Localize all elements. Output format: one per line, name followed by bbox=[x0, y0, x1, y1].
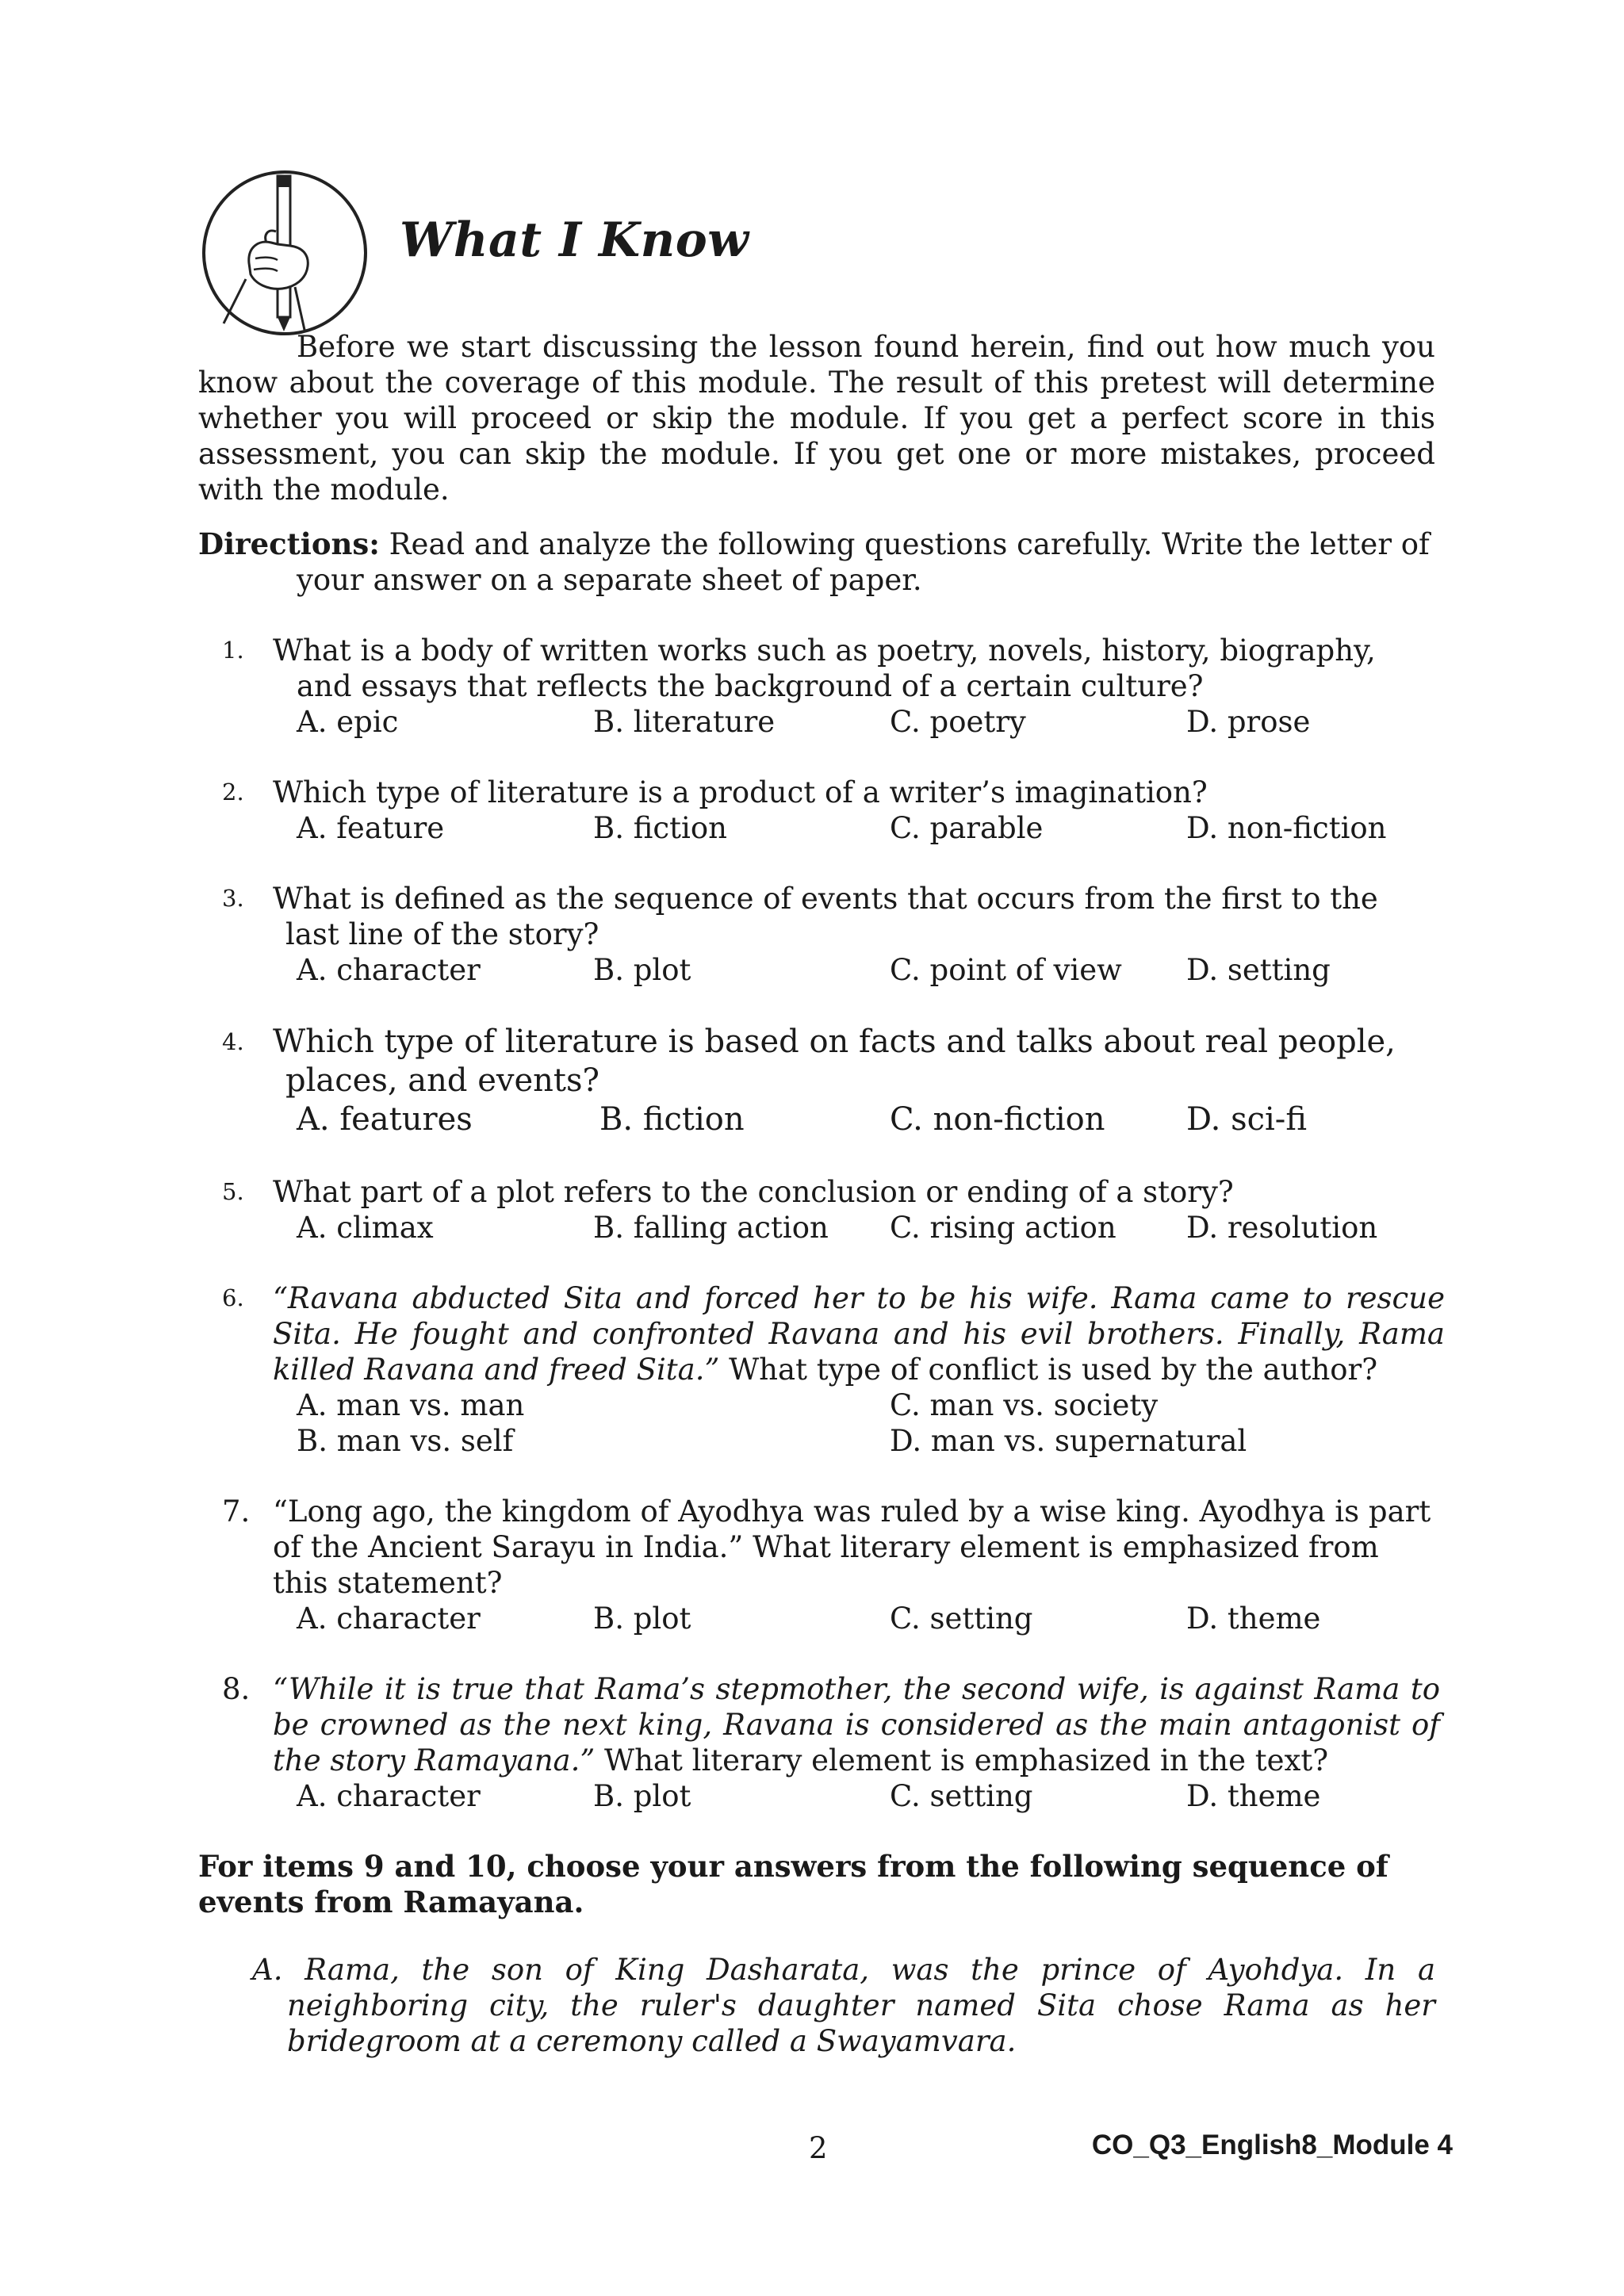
choice: B. literature bbox=[593, 705, 776, 739]
quoted-passage: “Ravana abducted Sita and forced her to be his wife. Rama came to rescue Sita. He fought and confronted Ravana and his evil brothers. Finally, Rama killed Ravana and freed Sita.” bbox=[273, 1281, 1445, 1387]
choice: A. character bbox=[297, 953, 481, 987]
answer-choices bbox=[273, 704, 1440, 740]
question-item bbox=[198, 1023, 1435, 1139]
hand-holding-pencil-icon bbox=[200, 168, 370, 338]
choice: C. setting bbox=[890, 1601, 1033, 1636]
choice: D. theme bbox=[1186, 1601, 1321, 1636]
choice: D. resolution bbox=[1186, 1211, 1378, 1245]
choice: A. character bbox=[297, 1601, 481, 1636]
question-stem: “While it is true that Rama’s stepmother, the second wife, is against Rama to be crowned as the next king, Ravana is considered as the main antagonist of the story Ramayana.” What literary element is emphasized in the text? bbox=[273, 1672, 1440, 1777]
answer-choices bbox=[273, 810, 1440, 846]
question-item bbox=[198, 1280, 1445, 1459]
choice: A. character bbox=[297, 1779, 481, 1813]
question-stem: What is defined as the sequence of events that occurs from the first to the last line of the story? bbox=[273, 882, 1378, 951]
choice: C. man vs. society bbox=[890, 1388, 1159, 1422]
choice: A. man vs. man bbox=[297, 1388, 525, 1422]
choice: B. plot bbox=[593, 1601, 691, 1636]
answer-choices bbox=[273, 952, 1440, 988]
question-stem: Which type of literature is based on facts and talks about real people, places, and events? bbox=[273, 1024, 1396, 1099]
choice: B. plot bbox=[593, 953, 691, 987]
answer-choices bbox=[273, 1387, 1445, 1459]
question-number: 4. bbox=[222, 1028, 244, 1055]
choice: B. man vs. self bbox=[297, 1424, 514, 1458]
choice: B. fiction bbox=[593, 811, 727, 845]
answer-choices bbox=[273, 1778, 1440, 1814]
choice: D. setting bbox=[1186, 953, 1331, 987]
choice: A. features bbox=[297, 1101, 473, 1138]
answer-choices bbox=[273, 1210, 1440, 1246]
question-number: 7. bbox=[222, 1494, 251, 1529]
question-stem: Which type of literature is a product of a writer’s imagination? bbox=[273, 775, 1208, 809]
choice: C. poetry bbox=[890, 705, 1026, 739]
question-item bbox=[198, 775, 1435, 846]
directions-text: Read and analyze the following questions carefully. Write the letter of your answer on a separate sheet of paper. bbox=[297, 527, 1430, 597]
question-stem: What is a body of written works such as poetry, novels, history, biography, and essays that reflects the background of a certain culture? bbox=[273, 633, 1376, 703]
quoted-passage: “While it is true that Rama’s stepmother, the second wife, is against Rama to be crowned as the next king, Ravana is considered as the main antagonist of the story Ramayana.” bbox=[273, 1672, 1440, 1777]
question-stem: “Ravana abducted Sita and forced her to be his wife. Rama came to rescue Sita. He fought and confronted Ravana and his evil brothers. Finally, Rama killed Ravana and freed Sita.” What type of conflict is used by the author? bbox=[273, 1281, 1445, 1387]
directions-label: Directions: bbox=[198, 526, 380, 561]
answer-choices bbox=[273, 1601, 1440, 1636]
choice: B. plot bbox=[593, 1779, 691, 1813]
choice: B. falling action bbox=[593, 1211, 829, 1245]
choice: C. parable bbox=[890, 811, 1044, 845]
question-item bbox=[198, 1494, 1435, 1636]
choice: D. man vs. supernatural bbox=[890, 1424, 1247, 1458]
page-title: What I Know bbox=[400, 212, 749, 268]
question-number: 5. bbox=[222, 1178, 244, 1205]
choice: C. point of view bbox=[890, 953, 1122, 987]
sequence-item: A. Rama, the son of King Dasharata, was the prince of Ayohdya. In a neighboring city, the ruler's daughter named Sita chose Rama as her bridegroom at a ceremony called a Swayamvara. bbox=[252, 1953, 1435, 2058]
question-item bbox=[198, 633, 1435, 740]
question-number: 2. bbox=[222, 779, 244, 806]
choice: B. fiction bbox=[599, 1101, 745, 1138]
choice: A. climax bbox=[297, 1211, 434, 1245]
question-item bbox=[198, 1174, 1435, 1246]
question-stem: “Long ago, the kingdom of Ayodhya was ruled by a wise king. Ayodhya is part of the Ancient Sarayu in India.” What literary element is emphasized from this statement? bbox=[273, 1494, 1431, 1600]
question-number: 1. bbox=[222, 637, 244, 664]
question-number: 3. bbox=[222, 885, 244, 912]
question-number: 8. bbox=[222, 1672, 251, 1706]
choice: C. rising action bbox=[890, 1211, 1116, 1245]
choice: A. epic bbox=[297, 705, 399, 739]
question-stem: What part of a plot refers to the conclusion or ending of a story? bbox=[273, 1175, 1234, 1209]
intro-paragraph: Before we start discussing the lesson found herein, find out how much you know about the coverage of this module. The result of this pretest will determine whether you will proceed or skip the module. If you get a perfect score in this assessment, you can skip the module. If you get one or more mistakes, proceed with the module. bbox=[198, 330, 1435, 507]
page-number: 2 bbox=[809, 2131, 828, 2165]
choice: C. setting bbox=[890, 1779, 1033, 1813]
choice: C. non-fiction bbox=[890, 1101, 1105, 1138]
choice: D. prose bbox=[1186, 705, 1311, 739]
choice: D. theme bbox=[1186, 1779, 1321, 1813]
choice: A. feature bbox=[297, 811, 445, 845]
choice: D. non-fiction bbox=[1186, 811, 1387, 845]
question-number: 6. bbox=[222, 1284, 244, 1311]
question-item bbox=[198, 1671, 1440, 1814]
directions bbox=[198, 526, 1435, 598]
choice: D. sci-fi bbox=[1186, 1101, 1307, 1138]
question-list bbox=[198, 633, 1445, 1814]
content bbox=[198, 329, 1445, 2059]
question-item bbox=[198, 881, 1435, 988]
section-heading: For items 9 and 10, choose your answers from the following sequence of events from Ramayana. bbox=[198, 1849, 1388, 1919]
answer-choices bbox=[273, 1100, 1440, 1139]
module-code: CO_Q3_English8_Module 4 bbox=[1091, 2130, 1453, 2160]
